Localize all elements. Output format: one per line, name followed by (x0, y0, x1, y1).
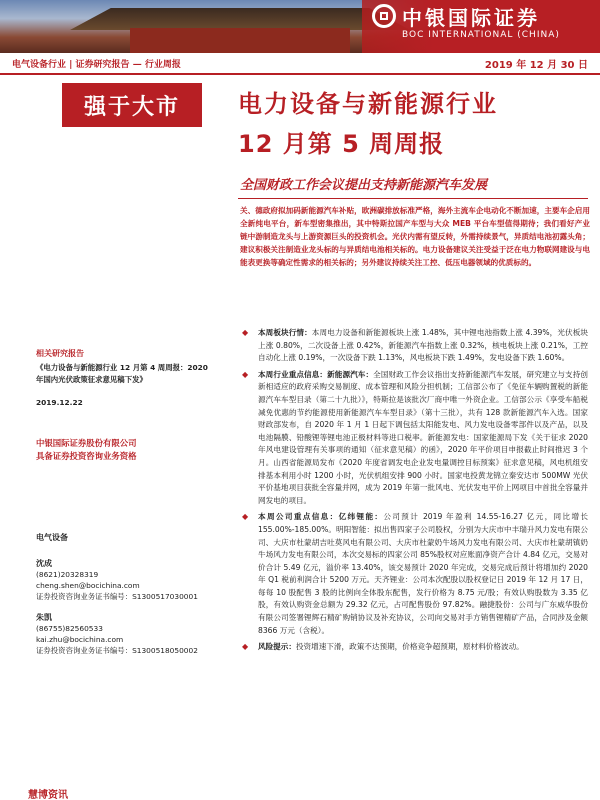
palace-roof-image (70, 8, 410, 30)
bullet-arrow-icon: ◆ (242, 328, 249, 337)
key-point-text: 公司预计 2019 年盈利 14.55-16.27 亿元，同比增长 155.00%-185.00%。明阳智能：拟出售四家子公司股权，分别为大庆市中丰瑞升风力发电有限公司、大庆市杜蒙胡吉吐莫风电有限公司、大庆市杜蒙奶牛场风力发电有限公司、大庆市杜蒙胡镇奶牛场风力发电有限公司，本次交易标的四家公司 85%股权对应账面净资产合计 4.84 亿元，交易对价合计 5.49 亿元，溢价率 13.40%，该交易预计 2020 年完成，交易完成后预计将增加约 2020 年 Q1 税前利润合计 5200 万元。天齐锂业：公司本次配股以股权登记日 2019 年 12 月 17 日，每每 10 股配售 3 股的比例向全体股东配售，发行价格为 8.75 元/股；有效认购股数为 3.35 亿股，有效认购资金总额为 29.32 亿元，占可配售股份 97.82%。融捷股份：公司与广东威华股份有限公司签署锂辉石精矿购销协议及补充协议，公司向交易对手方销售锂精矿产品，合同涉及金额 8366 万元（含税）。 (258, 512, 588, 635)
sector-label: 电气设备 (36, 533, 68, 542)
report-subtitle: 全国财政工作会议提出支持新能源汽车发展 (240, 178, 488, 193)
header-banner (0, 0, 600, 53)
key-point-industry (240, 369, 588, 508)
logo-cn: 中银国际证券 (402, 6, 540, 30)
related-report-link[interactable]: 《电力设备与新能源行业 12 月第 4 周周报：2020 年国内光伏政策征求意见稿下发》 (36, 363, 208, 384)
key-point-text: 本周电力设备和新能源板块上涨 1.48%，其中锂电池指数上涨 4.39%，光伏板块上涨 0.80%，二次设备上涨 0.42%，新能源汽车指数上涨 0.32%，核电板块上涨 0.21%，工控自动化上涨 0.19%，一次设备下跌 1.13%，风电板块下跌 1.49%，发电设备下跌 1.60%。 (258, 328, 588, 363)
analyst-block (36, 558, 211, 602)
analyst-email[interactable]: kai.zhu@bocichina.com (36, 635, 124, 644)
bullet-arrow-icon: ◆ (242, 642, 249, 652)
key-point-risk (240, 641, 588, 654)
analyst-phone: (8621)20328319 (36, 570, 99, 579)
key-point-label: 风险提示： (258, 642, 296, 652)
palace-wall-image (130, 28, 350, 53)
key-point-label: 本周行业重点信息：新能源汽车： (258, 369, 374, 379)
footer (0, 783, 600, 800)
report-date: 2019 年 12 月 30 日 (484, 60, 588, 71)
key-point-label: 本周公司重点信息：亿纬锂能： (258, 512, 384, 522)
analyst-license: 证券投资咨询业务证书编号：S1300517030001 (36, 592, 198, 601)
analyst-name: 沈成 (36, 559, 52, 568)
report-meta-bar (0, 55, 600, 71)
bullet-arrow-icon: ◆ (242, 512, 249, 522)
key-point-text: 投资增速下滑，政策不达预期，价格竞争超预期，原材料价格波动。 (295, 642, 524, 652)
bullet-arrow-icon: ◆ (242, 369, 249, 379)
analyst-name: 朱凯 (36, 613, 52, 622)
report-title-line2: 12 月第 5 周周报 (238, 130, 445, 158)
analyst-license: 证券投资咨询业务证书编号：S1300518050002 (36, 646, 198, 655)
report-title-line1: 电力设备与新能源行业 (238, 90, 498, 118)
analyst-email[interactable]: cheng.shen@bocichina.com (36, 581, 140, 590)
report-category: 电气设备行业 | 证券研究报告 — 行业周报 (12, 60, 181, 70)
related-reports-heading: 相关研究报告 (36, 349, 84, 358)
key-point-market (240, 327, 588, 365)
footer-watermark: 慧博资讯 (28, 790, 68, 800)
analyst-block (36, 612, 211, 656)
key-points-list (240, 327, 588, 658)
company-name: 中银国际证券股份有限公司 具备证券投资咨询业务资格 (36, 438, 137, 461)
key-point-label: 本周板块行情： (258, 328, 312, 337)
rating-badge: 强于大市 (62, 83, 202, 127)
logo-en: BOC INTERNATIONAL (CHINA) (402, 30, 560, 40)
key-point-company (240, 511, 588, 637)
key-point-text: 全国财政工作会议指出支持新能源汽车发展，研究建立与支持创新相适应的政府采购交易制度、成本管理和风险分担机制；工信部公布了《免征车辆购置税的新能源汽车车型目录（第二十九批）》，特斯拉是该批次厂商中唯一外资企业。工信部公示《享受车船税减免优惠的节约能源使用新能源汽车车型目录》（第十三批），共有 128 款新能源汽车入选。国家财政部发布，自 2020 年 1 月 1 日起下调包括太阳能发电、风力发电设备零部件以及产品，以及电池隔膜、铅酸锂等锂电池正极材料等进口税率。新能源发电：国家能源局下发《关于征求 2020 年风电建设管理有关事项的通知（征求意见稿）的函》，2020 年平价项目申报截止时间推迟 3 个月。山西省能源局发布《2020 年度省调发电企业发电量调控目标预案》征求意见稿，风电机组安排基本利用小时 1200 小时，光伏机组安排 900 小时。国家电投黄龙锦立秦安达市 500MW 光伏平价基地项目获批全容量并网，成为 2019 年第一批风电、光伏发电平价上网项目中首批全容量并网发电的项目。 (258, 369, 589, 505)
header-divider (0, 73, 600, 75)
subtitle-divider (238, 198, 588, 199)
related-report-date: 2019.12.22 (36, 398, 83, 407)
summary-paragraph: 关、德政府拟加码新能源汽车补贴，欧洲碳排放标准严格，海外主流车企电动化不断加速，主要车企启用全新纯电平台，新车型密集推出，其中特斯拉国产车型与大众 MEB 平台车型值得期待；我们看好产业链中游制造龙头与上游资源巨头的投资机会。光伏内需有望反转，外需持续景气，异质结电池初露头角；建议积极关注制造业龙头标的与异质结电池相关标的。电力设备建议关注受益于泛在电力物联网建设与电能表更换等确定性需求的相关标的；另外建议持续关注工控、低压电器领域的优质标的。 (240, 206, 590, 267)
boc-logo-icon (372, 4, 396, 28)
analyst-phone: (86755)82560533 (36, 624, 103, 633)
